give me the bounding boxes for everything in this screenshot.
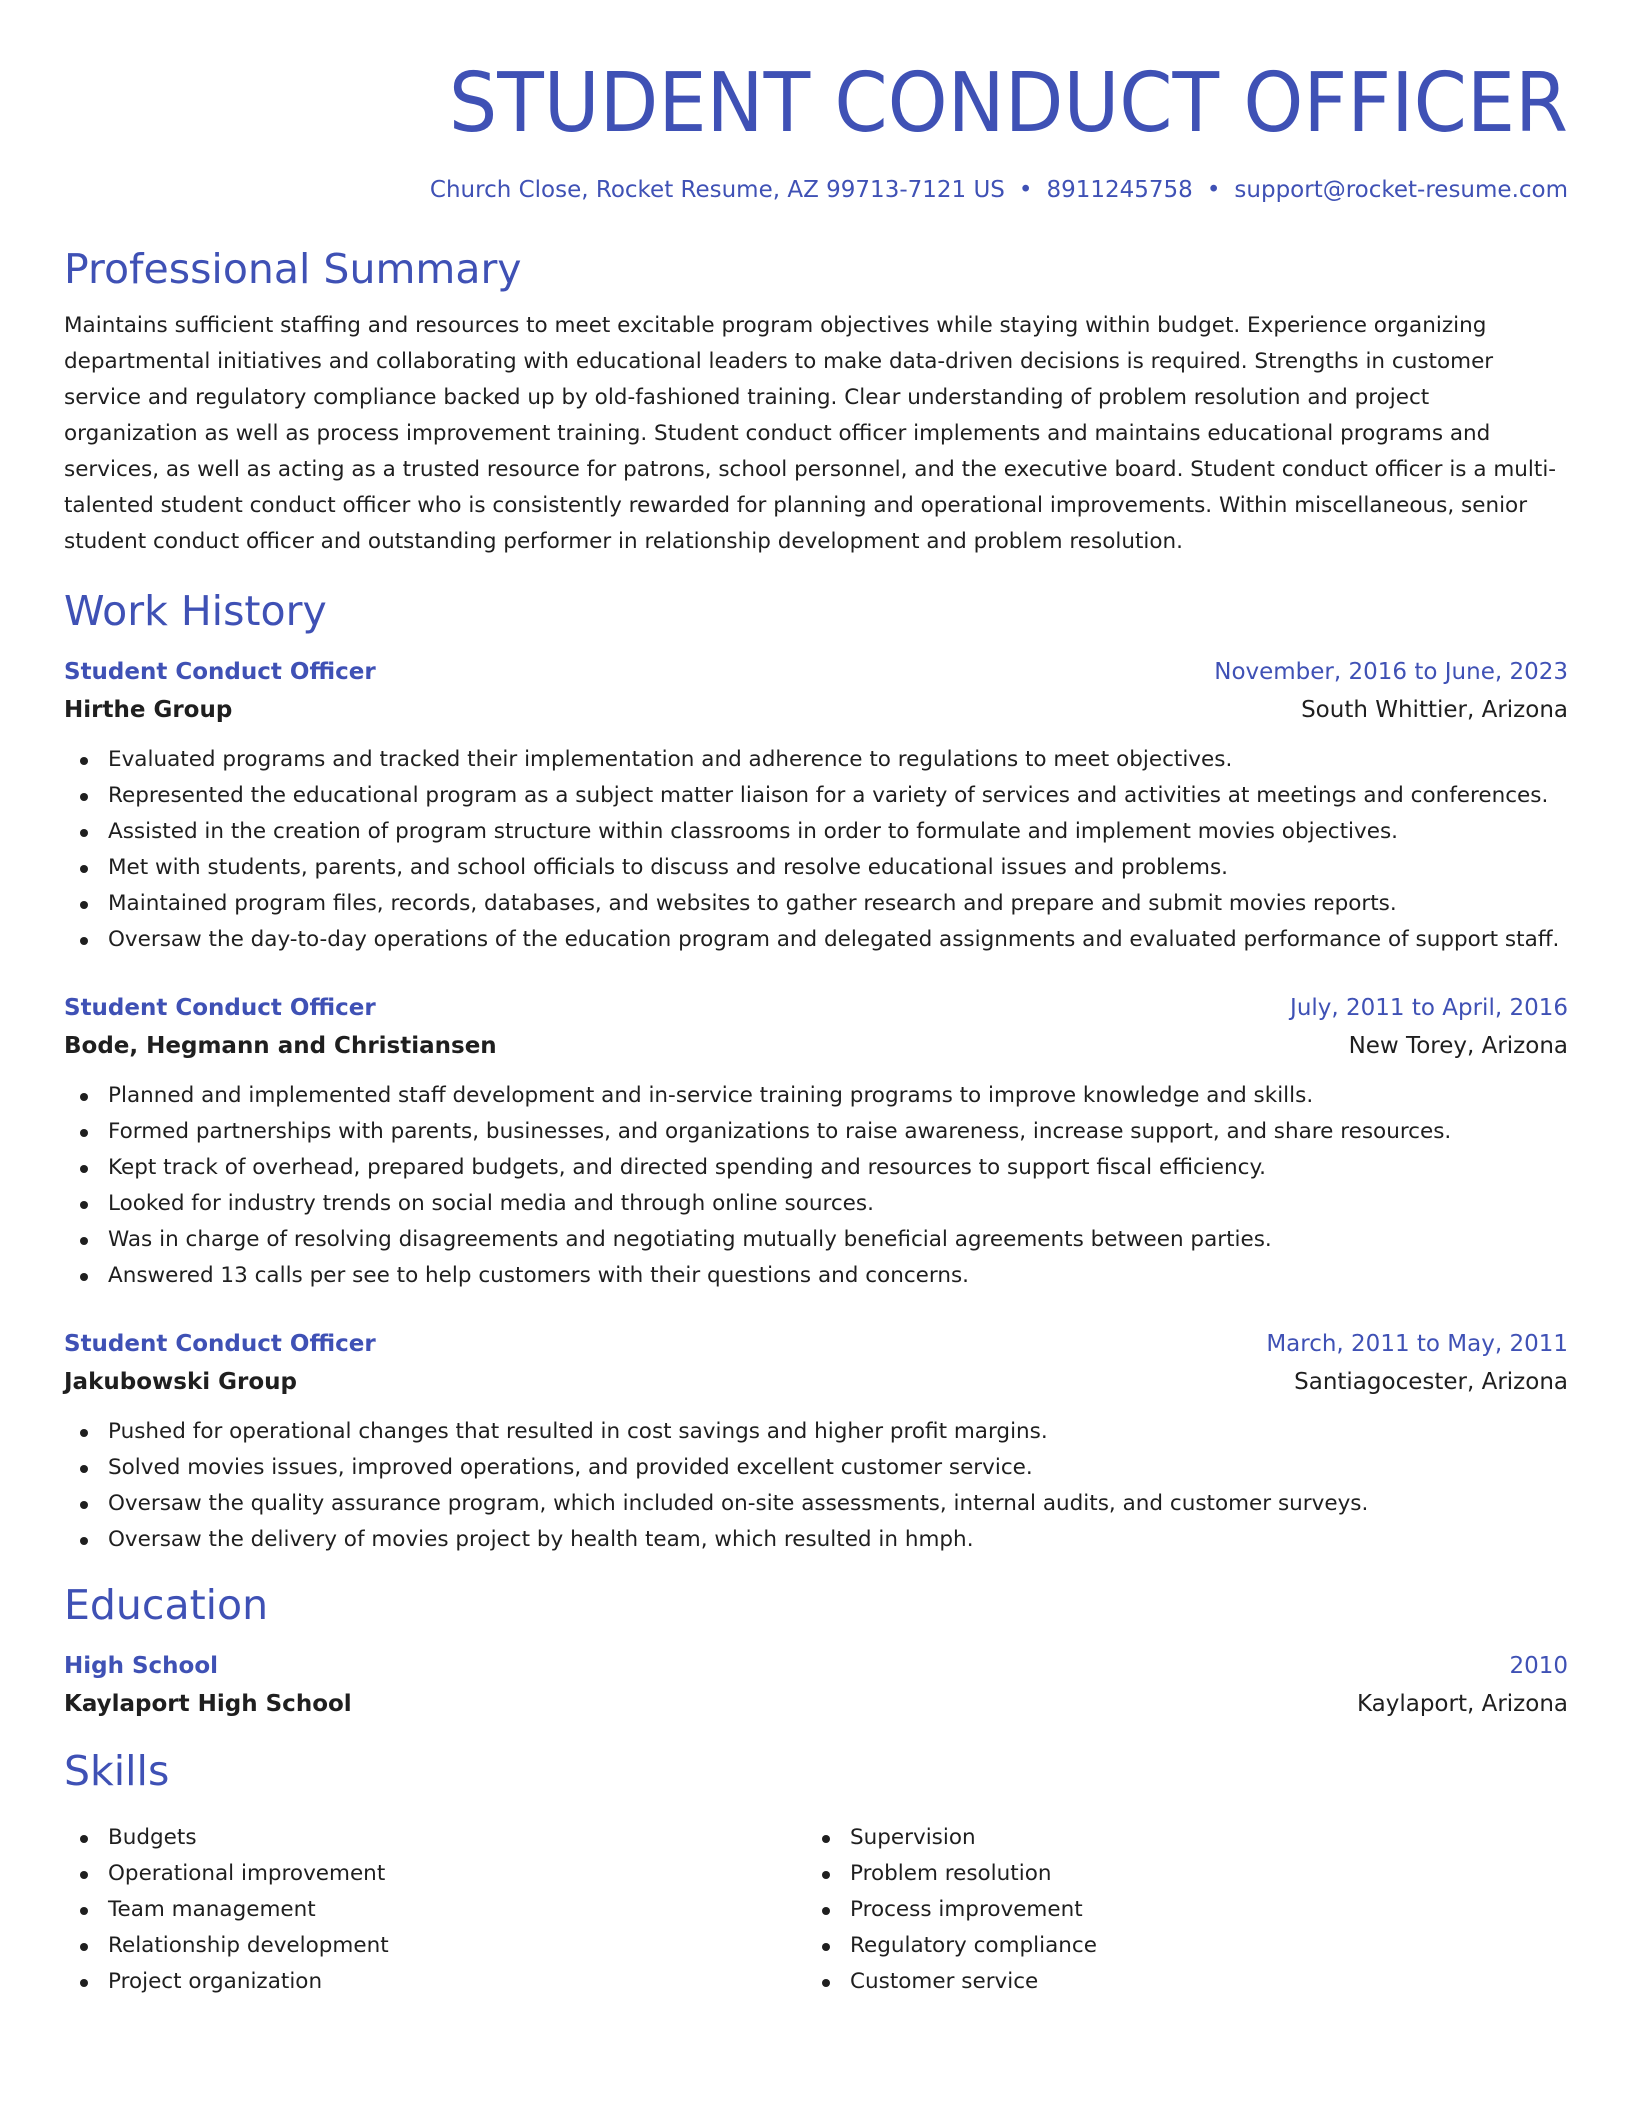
skill-item: Regulatory compliance bbox=[806, 1928, 1548, 1964]
job-entry bbox=[64, 654, 1568, 958]
job-duty-item: Assisted in the creation of program structure within classrooms in order to formulate and implement movies objectives. bbox=[64, 814, 1568, 850]
employer-name: Hirthe Group bbox=[64, 697, 233, 723]
job-title: Student Conduct Officer bbox=[64, 995, 376, 1021]
resume-header bbox=[64, 0, 1568, 206]
address: Church Close, Rocket Resume, AZ 99713-7121 US bbox=[429, 177, 1005, 203]
skills-heading: Skills bbox=[64, 1747, 170, 1795]
education-heading: Education bbox=[64, 1581, 269, 1629]
job-duty-item: Kept track of overhead, prepared budgets, and directed spending and resources to support fiscal efficiency. bbox=[64, 1150, 1568, 1186]
job-duty-item: Maintained program files, records, databases, and websites to gather research and prepare and submit movies reports. bbox=[64, 886, 1568, 922]
job-dates: November, 2016 to June, 2023 bbox=[1214, 659, 1568, 685]
school-name: Kaylaport High School bbox=[64, 1691, 352, 1717]
education-entry bbox=[64, 1648, 1568, 1724]
contact-separator: • bbox=[1018, 177, 1033, 203]
employer-name: Jakubowski Group bbox=[64, 1369, 297, 1395]
work-history-list bbox=[64, 654, 1568, 1558]
job-duty-item: Was in charge of resolving disagreements and negotiating mutually beneficial agreements between parties. bbox=[64, 1222, 1568, 1258]
candidate-name: STUDENT CONDUCT OFFICER bbox=[448, 56, 1569, 151]
phone: 8911245758 bbox=[1046, 177, 1193, 203]
degree: High School bbox=[64, 1653, 219, 1679]
summary-text: Maintains sufficient staffing and resources to meet excitable program objectives while staying within budget. Experience organizing departmental initiatives and collaborating with educational leaders to make data-driven decisions is required. Strengths in customer service and regulatory compliance backed up by old-fashioned training. Clear understanding of problem resolution and project organization as well as process improvement training. Student conduct officer implements and maintains educational programs and services, as well as acting as a trusted resource for patrons, school personnel, and the executive board. Student conduct officer is a multi-talented student conduct officer who is consistently rewarded for planning and operational improvements. Within miscellaneous, senior student conduct officer and outstanding performer in relationship development and problem resolution. bbox=[64, 313, 1557, 554]
job-dates: March, 2011 to May, 2011 bbox=[1266, 1331, 1568, 1357]
job-duties-list bbox=[64, 742, 1568, 958]
skill-item: Operational improvement bbox=[64, 1856, 806, 1892]
job-location: Santiagocester, Arizona bbox=[1294, 1369, 1568, 1395]
skills-right-column bbox=[806, 1820, 1548, 2000]
job-duty-item: Met with students, parents, and school officials to discuss and resolve educational issues and problems. bbox=[64, 850, 1568, 886]
job-duty-item: Planned and implemented staff development and in-service training programs to improve knowledge and skills. bbox=[64, 1078, 1568, 1114]
job-dates: July, 2011 to April, 2016 bbox=[1290, 995, 1568, 1021]
skill-item: Team management bbox=[64, 1892, 806, 1928]
job-title: Student Conduct Officer bbox=[64, 1331, 376, 1357]
work-history-heading: Work History bbox=[64, 587, 327, 635]
job-duty-item: Oversaw the day-to-day operations of the education program and delegated assignments and evaluated performance of support staff. bbox=[64, 922, 1568, 958]
job-duty-item: Oversaw the quality assurance program, which included on-site assessments, internal audits, and customer surveys. bbox=[64, 1486, 1568, 1522]
summary-heading: Professional Summary bbox=[64, 245, 522, 293]
skill-item: Budgets bbox=[64, 1820, 806, 1856]
job-title: Student Conduct Officer bbox=[64, 659, 376, 685]
job-duty-item: Formed partnerships with parents, businesses, and organizations to raise awareness, increase support, and share resources. bbox=[64, 1114, 1568, 1150]
contact-line bbox=[64, 174, 1568, 206]
job-duty-item: Represented the educational program as a subject matter liaison for a variety of services and activities at meetings and conferences. bbox=[64, 778, 1568, 814]
job-duty-item: Pushed for operational changes that resulted in cost savings and higher profit margins. bbox=[64, 1414, 1568, 1450]
job-entry bbox=[64, 1326, 1568, 1558]
graduation-year: 2010 bbox=[1509, 1653, 1568, 1679]
job-duty-item: Solved movies issues, improved operations, and provided excellent customer service. bbox=[64, 1450, 1568, 1486]
job-location: New Torey, Arizona bbox=[1348, 1033, 1568, 1059]
skill-item: Customer service bbox=[806, 1964, 1548, 2000]
job-duty-item: Oversaw the delivery of movies project by health team, which resulted in hmph. bbox=[64, 1522, 1568, 1558]
job-duties-list bbox=[64, 1414, 1568, 1558]
resume-page bbox=[64, 0, 1568, 2000]
contact-separator: • bbox=[1206, 177, 1221, 203]
skills-columns bbox=[64, 1808, 1568, 2000]
job-entry bbox=[64, 990, 1568, 1294]
job-duty-item: Evaluated programs and tracked their implementation and adherence to regulations to meet objectives. bbox=[64, 742, 1568, 778]
school-location: Kaylaport, Arizona bbox=[1356, 1691, 1568, 1717]
skill-item: Problem resolution bbox=[806, 1856, 1548, 1892]
job-duties-list bbox=[64, 1078, 1568, 1294]
email: support@rocket-resume.com bbox=[1234, 177, 1568, 203]
employer-name: Bode, Hegmann and Christiansen bbox=[64, 1033, 497, 1059]
skill-item: Process improvement bbox=[806, 1892, 1548, 1928]
job-location: South Whittier, Arizona bbox=[1301, 697, 1568, 723]
skill-item: Supervision bbox=[806, 1820, 1548, 1856]
job-duty-item: Looked for industry trends on social media and through online sources. bbox=[64, 1186, 1568, 1222]
skill-item: Project organization bbox=[64, 1964, 806, 2000]
skill-item: Relationship development bbox=[64, 1928, 806, 1964]
skills-left-column bbox=[64, 1820, 806, 2000]
job-duty-item: Answered 13 calls per see to help customers with their questions and concerns. bbox=[64, 1258, 1568, 1294]
